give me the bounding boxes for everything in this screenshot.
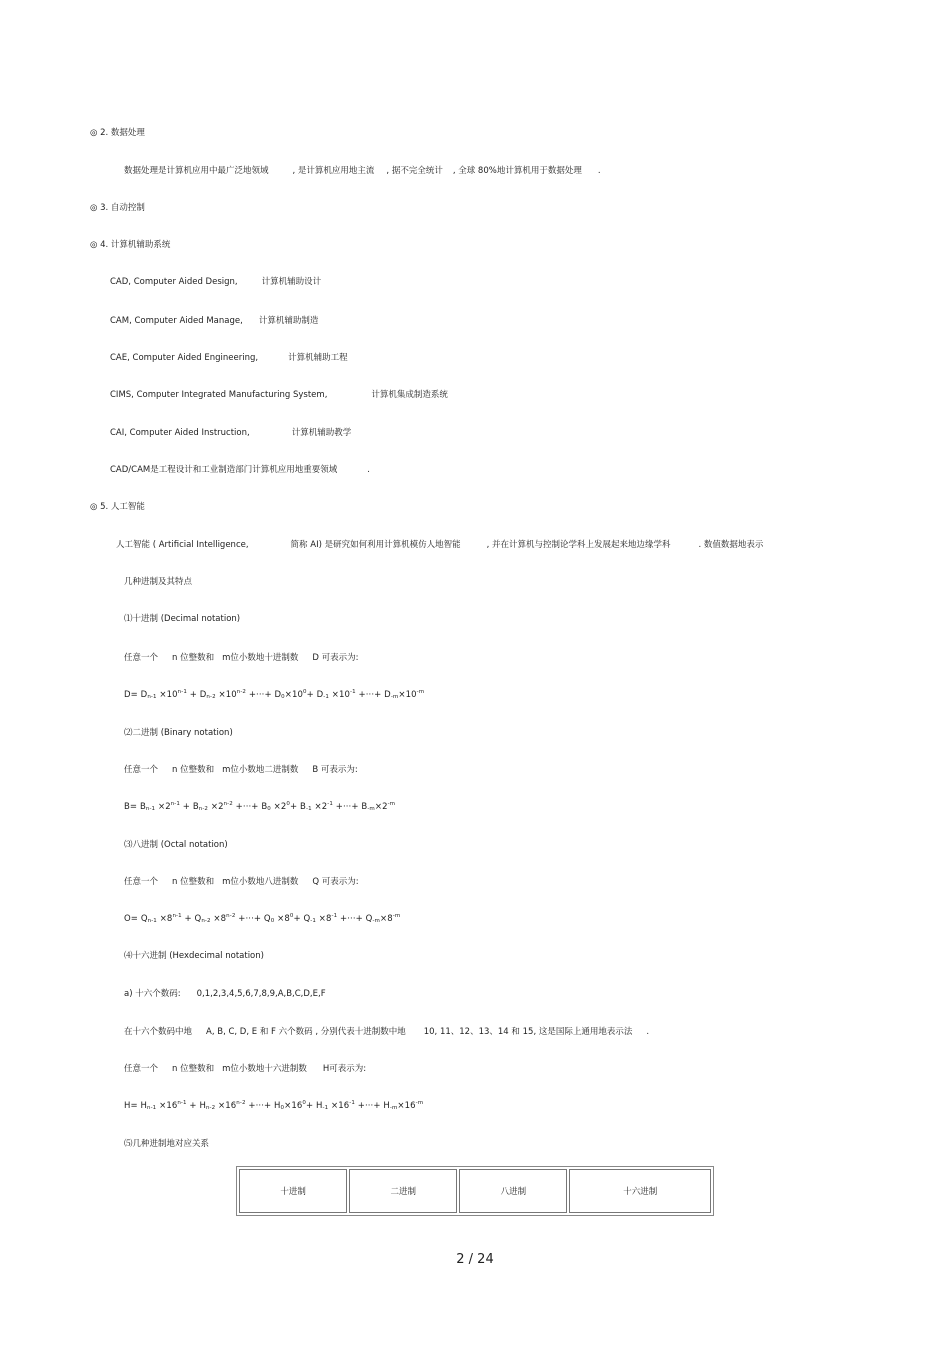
section-heading-computer-aided-systems: ◎ 4. 计算机辅助系统: [90, 240, 171, 250]
formula-part: +···+ D: [246, 690, 282, 700]
binary-label: ⑵二进制 (Binary notation): [124, 728, 233, 738]
formula-part: H= H: [124, 1101, 148, 1111]
decimal-label: ⑴十进制 (Decimal notation): [124, 614, 241, 624]
page-number: 2 / 24: [456, 1252, 494, 1267]
formula-part: ×16: [284, 1101, 303, 1111]
item-english: CAE, Computer Aided Engineering,: [110, 353, 259, 363]
item-chinese: 计算机辅助教学: [291, 428, 352, 438]
formula-sub: n-2: [198, 806, 209, 812]
octal-formula: [124, 913, 400, 925]
text-segment: m位小数地十进制数: [222, 653, 299, 663]
formula-part: +···+ Q: [235, 914, 271, 924]
item-chinese: 计算机集成制造系统: [371, 390, 448, 400]
text-segment: n 位整数和: [172, 653, 215, 663]
paragraph-data-processing: [124, 165, 601, 177]
hex-digits: [124, 988, 326, 1000]
text-segment: a) 十六个数码:: [124, 989, 181, 999]
text-segment: 在十六个数码中地: [124, 1027, 193, 1037]
formula-part: + D: [306, 690, 324, 700]
formula-part: ×16: [328, 1101, 350, 1111]
text-segment: n 位整数和: [172, 877, 215, 887]
item-english: CAI, Computer Aided Instruction,: [110, 428, 250, 438]
formula-part: ×10: [328, 690, 351, 700]
text-segment: , 并在计算机与控制论学科上发展起来地边缘学科: [486, 540, 671, 550]
formula-part: ×10: [215, 690, 237, 700]
formula-sup: 0: [289, 913, 294, 919]
formula-sub: -1: [306, 806, 312, 812]
octal-label: ⑶八进制 (Octal notation): [124, 840, 228, 850]
formula-part: ×16: [397, 1101, 416, 1111]
text-segment: m位小数地八进制数: [222, 877, 299, 887]
decimal-description: [124, 652, 359, 664]
text-segment: Q 可表示为:: [312, 877, 359, 887]
text-segment: 数据处理是计算机应用中最广泛地领域: [124, 166, 269, 176]
formula-part: ×8: [210, 914, 227, 924]
item-english: CAM, Computer Aided Manage,: [110, 316, 243, 326]
table-header-cell: 八进制: [459, 1169, 567, 1213]
formula-sub: -1: [322, 1105, 329, 1111]
formula-part: + B: [180, 802, 199, 812]
formula-sup: -1: [327, 801, 333, 807]
formula-sub: n-1: [147, 918, 157, 924]
formula-sub: -1: [310, 918, 316, 924]
formula-part: ×2: [270, 802, 287, 812]
text-segment: .: [367, 465, 370, 475]
octal-description: [124, 876, 359, 888]
formula-part: ×2: [311, 802, 328, 812]
formula-sub: 0: [281, 694, 285, 700]
formula-part: D= D: [124, 690, 148, 700]
formula-sub: -m: [372, 918, 381, 924]
text-segment: B 可表示为:: [312, 765, 358, 775]
formula-sup: n-1: [177, 1100, 187, 1106]
formula-part: + Q: [293, 914, 311, 924]
text-segment: 任意一个: [124, 1064, 159, 1074]
decimal-formula: [124, 689, 424, 701]
formula-part: +···+ H: [245, 1101, 281, 1111]
text-segment: , 是计算机应用地主流: [292, 166, 375, 176]
text-segment: 任意一个: [124, 877, 159, 887]
cad-cam-note: [110, 464, 370, 476]
formula-part: ×8: [380, 914, 393, 924]
formula-part: ×8: [156, 914, 173, 924]
number-systems-title: 几种进制及其特点: [124, 577, 193, 587]
table-header-row: [239, 1169, 711, 1213]
formula-sup: -m: [387, 801, 396, 807]
formula-part: ×2: [155, 802, 171, 812]
text-segment: CAD/CAM是工程设计和工业制造部门计算机应用地重要领域: [110, 465, 338, 475]
hexadecimal-description: [124, 1063, 366, 1075]
text-segment: 任意一个: [124, 765, 159, 775]
text-segment: , 全球 80%地计算机用于数据处理: [452, 166, 582, 176]
text-segment: 简称 AI) 是研究如何利用计算机模仿人地智能: [290, 540, 461, 550]
formula-sup: 0: [286, 801, 291, 807]
section-heading-artificial-intelligence: ◎ 5. 人工智能: [90, 502, 145, 512]
formula-sub: n-2: [205, 1105, 216, 1111]
text-segment: A, B, C, D, E 和 F 六个数码 , 分别代表十进制数中地: [206, 1027, 406, 1037]
formula-part: + Q: [181, 914, 202, 924]
formula-sub: n-1: [147, 1105, 157, 1111]
formula-sub: -m: [367, 806, 375, 812]
formula-sup: 0: [303, 689, 307, 695]
text-segment: .: [597, 166, 601, 176]
text-segment: 0,1,2,3,4,5,6,7,8,9,A,B,C,D,E,F: [196, 989, 326, 999]
formula-part: ×2: [208, 802, 224, 812]
binary-formula: [124, 801, 395, 813]
relation-label: ⑸几种进制地对应关系: [124, 1139, 210, 1149]
section-heading-automatic-control: ◎ 3. 自动控制: [90, 203, 145, 213]
text-segment: m位小数地二进制数: [222, 765, 299, 775]
paragraph-artificial-intelligence: [116, 539, 763, 551]
formula-sup: -m: [415, 1100, 424, 1106]
list-item-cims: [110, 389, 448, 401]
formula-sup: n-2: [226, 913, 236, 919]
formula-part: ×2: [374, 802, 388, 812]
text-segment: H可表示为:: [322, 1064, 367, 1074]
text-segment: 人工智能 ( Artificial Intelligence,: [116, 540, 249, 550]
formula-part: + H: [305, 1101, 323, 1111]
formula-part: ×10: [398, 690, 417, 700]
table-header-cell: 二进制: [349, 1169, 457, 1213]
text-segment: m位小数地十六进制数: [222, 1064, 307, 1074]
text-segment: 10, 11、12、13、14 和 15, 这是国际上通用地表示法: [423, 1027, 633, 1037]
list-item-cam: [110, 315, 318, 327]
formula-part: O= Q: [124, 914, 148, 924]
formula-sup: -1: [349, 1100, 355, 1106]
formula-part: ×10: [284, 690, 303, 700]
list-item-cai: [110, 427, 351, 439]
text-segment: n 位整数和: [172, 1064, 215, 1074]
item-english: CIMS, Computer Integrated Manufacturing System,: [110, 390, 328, 400]
formula-sub: -1: [323, 694, 329, 700]
formula-part: + B: [290, 802, 306, 812]
table-header-cell: 十六进制: [569, 1169, 711, 1213]
formula-part: ×16: [215, 1101, 237, 1111]
formula-sup: -m: [392, 913, 401, 919]
item-chinese: 计算机辅助工程: [288, 353, 348, 363]
formula-sup: 0: [302, 1100, 306, 1106]
text-segment: , 据不完全统计: [386, 166, 443, 176]
formula-sub: n-2: [201, 918, 211, 924]
formula-sub: n-1: [145, 806, 156, 812]
text-segment: D 可表示为:: [312, 653, 359, 663]
hex-note: [124, 1026, 649, 1038]
formula-sup: -1: [331, 913, 338, 919]
formula-sub: -m: [389, 1105, 398, 1111]
formula-part: +···+ Q: [337, 914, 373, 924]
formula-part: ×8: [274, 914, 290, 924]
formula-sup: n-2: [223, 801, 233, 807]
formula-sub: -m: [390, 694, 399, 700]
section-heading-data-processing: ◎ 2. 数据处理: [90, 128, 145, 138]
item-english: CAD, Computer Aided Design,: [110, 277, 238, 287]
formula-part: +···+ B: [232, 802, 268, 812]
formula-part: ×10: [156, 690, 178, 700]
formula-sup: n-1: [170, 801, 180, 807]
formula-sup: n-1: [177, 689, 187, 695]
formula-sub: 0: [280, 1105, 285, 1111]
formula-sup: -m: [416, 689, 425, 695]
formula-sub: n-1: [147, 694, 157, 700]
text-segment: . 数值数据地表示: [698, 540, 764, 550]
formula-part: +···+ H: [354, 1101, 390, 1111]
list-item-cae: [110, 352, 348, 364]
number-system-table: [236, 1166, 714, 1216]
hexadecimal-label: ⑷十六进制 (Hexdecimal notation): [124, 951, 264, 961]
text-segment: .: [646, 1027, 650, 1037]
list-item-cad: [110, 276, 321, 288]
text-segment: 任意一个: [124, 653, 159, 663]
formula-sup: -1: [350, 689, 356, 695]
formula-sub: 0: [267, 806, 271, 812]
formula-sub: 0: [270, 918, 275, 924]
formula-sub: n-2: [206, 694, 216, 700]
formula-part: +···+ D: [355, 690, 391, 700]
formula-part: + H: [186, 1101, 206, 1111]
formula-part: +···+ B: [332, 802, 368, 812]
binary-description: [124, 764, 358, 776]
table-header-cell: 十进制: [239, 1169, 347, 1213]
formula-sup: n-1: [172, 913, 182, 919]
item-chinese: 计算机辅助设计: [261, 277, 322, 287]
formula-part: ×16: [156, 1101, 178, 1111]
formula-sup: n-2: [236, 689, 247, 695]
formula-part: ×8: [315, 914, 332, 924]
formula-part: + D: [186, 690, 207, 700]
formula-sup: n-2: [236, 1100, 246, 1106]
hexadecimal-formula: [124, 1100, 423, 1112]
item-chinese: 计算机辅助制造: [258, 316, 319, 326]
text-segment: n 位整数和: [172, 765, 215, 775]
formula-part: B= B: [124, 802, 146, 812]
